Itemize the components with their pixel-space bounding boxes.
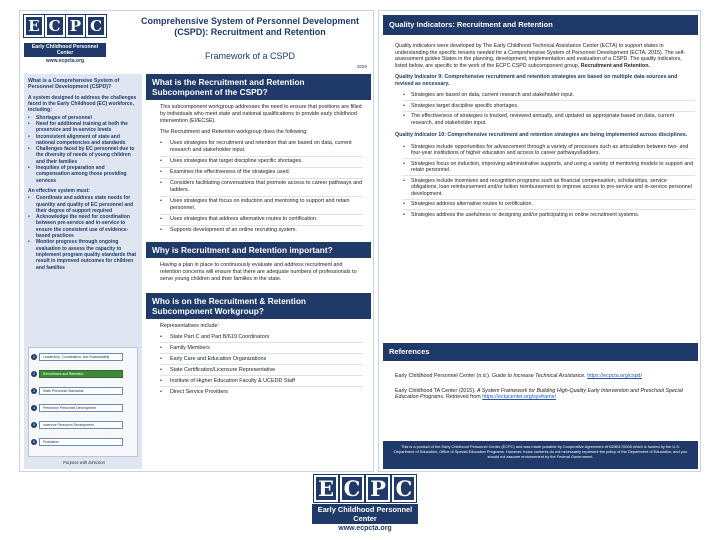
- section-heading: What is the Recruitment and Retention Subcomponent of the CSPD?: [146, 74, 371, 100]
- framework-row: Leadership, Coordination, and Sustainability: [39, 353, 123, 361]
- list-item: • Strategies target discipline specific shortages.: [403, 103, 695, 112]
- left-page: [19, 10, 374, 472]
- main-column: [146, 74, 371, 469]
- list-item: • The effectiveness of strategies is tracked, reviewed annually, and updated as appropriate based on data, current research, and stakeholder input.: [403, 113, 695, 126]
- indicator-10: [395, 132, 695, 139]
- list-item: • Institute of Higher Education Faculty & UCEDD Staff: [160, 378, 363, 388]
- list-item: • Acknowledge the need for coordination between pre-service and in-service to ensure the consistent use of evidence-based practices: [28, 214, 138, 239]
- intro-paragraph: [395, 43, 695, 69]
- reference-title: Guide to Increase Technical Assistance.: [491, 373, 586, 379]
- logo-letter: C: [86, 15, 106, 37]
- list-item: • Uses strategies for recruitment and retention that are based on data, current research and stakeholder input.: [160, 140, 363, 157]
- logo-letter: C: [392, 475, 416, 502]
- list-item: • Strategies focus on induction, improving administrative supports, and using a variety of mentoring models to support and retain personnel.: [403, 161, 695, 177]
- list-item: • State Certification/Licensure Representative: [160, 367, 363, 377]
- quality-indicators-heading: Quality Indicators: Recruitment and Retention: [383, 15, 698, 35]
- list-item: • Challenges faced by EC personnel due to the diversity of needs of young children and their families: [28, 146, 138, 165]
- document-subtitle: Framework of a CSPD: [204, 51, 296, 61]
- list-item: • Supports development of an online recruiting system.: [160, 227, 363, 234]
- document-title: Comprehensive System of Personnel Development (CSPD): Recruitment and Retention: [140, 16, 360, 37]
- logo-letter: C: [340, 475, 364, 502]
- intro-emphasis: Recruitment and Retention.: [580, 62, 650, 69]
- logo-web: www.ecpcta.org: [45, 58, 85, 64]
- indicator-label: Quality Indicator 9:: [395, 74, 443, 80]
- indicator-label: Quality Indicator 10:: [395, 132, 446, 138]
- indicator-9: [395, 74, 695, 87]
- reference-author: Early Childhood TA Center (2015).: [395, 387, 476, 394]
- section-heading: Who is on the Recruitment & Retention Subcomponent Workgroup?: [146, 293, 371, 319]
- indicator-text: Comprehensive recruitment and retention strategies are being implemented across disciplines.: [447, 132, 688, 138]
- logo-letter: E: [314, 475, 338, 502]
- framework-number: 1: [33, 355, 35, 359]
- paragraph: Representatives include:: [160, 322, 220, 329]
- reference-author: Early Childhood Personnel Center (n.d.).: [395, 373, 491, 379]
- list-item: • Uses strategies that focus on induction and mentoring to support and retain personnel.: [160, 198, 363, 215]
- references-list: [395, 373, 695, 409]
- intro-text: Quality indicators were developed by The Early Childhood Technical Assistance Center (ECTA) to support states in understanding the specific tenants needed for a Comprehensive System of Personnel Development (ECTA, 2015). The self-assessment guides States in the planning, development, implementation and evaluation of a CSPD. The quality indicators, listed below, are specific to the work of the ECPC CSPD subcomponent group,: [395, 43, 686, 69]
- section-body: [146, 319, 371, 400]
- paragraph: The Recruitment and Retention workgroup does the following:: [160, 129, 308, 135]
- logo-web: www.ecpcta.org: [338, 525, 392, 532]
- framework-row-active: Recruitment and Retention: [39, 370, 123, 378]
- list-item: • Strategies include opportunities for advancement through a variety of processes such as articulation between two- and four-year institutions of higher education and access to career pathways/ladders.: [403, 144, 695, 160]
- funding-disclaimer: This is a product of the Early Childhood Personnel Center (ECPC) and was made possible by Cooperative Agreement #H325B170008 which is funded by the U.S. Department of Education, Office of Special Education Programs. However, those contents do not necessarily represent the policy of the Department of Education, and you should not assume endorsement by the Federal Government.: [383, 441, 698, 469]
- framework-number: 2: [33, 372, 35, 376]
- paragraph: Having a plan in place to continuously evaluate and address recruitment and retention concerns will ensure that there are adequate numbers of professionals to serve young children and their families in the state.: [160, 261, 357, 282]
- section-body: [146, 100, 371, 238]
- framework-row: Inservice Personnel Development: [39, 421, 123, 429]
- sidebar-heading: What is a Comprehensive System of Personnel Development (CSPD)?: [28, 78, 120, 91]
- logo-org-name: Early Childhood Personnel Center: [24, 43, 106, 57]
- list-item: • Strategies address the usefulness or designing and/or participating in online recruitment systems.: [403, 212, 695, 219]
- list-item: • Family Members: [160, 345, 363, 355]
- list-item: • Uses strategies that target discipline specific shortages.: [160, 158, 363, 168]
- right-page: [378, 10, 701, 472]
- logo-org-name: Early Childhood Personnel Center: [312, 504, 418, 524]
- list-item: • Need for additional training at both the preservice and in-service levels: [28, 121, 138, 134]
- reference-2: [395, 388, 695, 401]
- framework-number: 3: [33, 389, 35, 393]
- reference-link[interactable]: https://ectacenter.org/sysframe/: [482, 394, 557, 401]
- framework-number: 5: [33, 423, 35, 427]
- ecpc-logo-large: [312, 475, 418, 537]
- paragraph: This subcomponent workgroup addresses the need to ensure that positions are filled by individuals who meet state and national qualifications to provide early childhood intervention (EI/ECSE).: [160, 104, 362, 124]
- sidebar-intro: A system designed to address the challenges faced in the Early Childhood (EC) workforce, including:: [28, 94, 137, 114]
- reference-text: Retrieved from: [445, 394, 481, 401]
- reference-title: A System Framework for Building High-Quality Early Intervention and Preschool Special Education Programs.: [395, 387, 683, 401]
- list-item: • Coordinate and address state needs for quantity and quality of EC personnel and their degree of support required: [28, 195, 138, 214]
- framework-number: 6: [33, 440, 35, 444]
- list-item: • Strategies include incentives and recognition programs such as financial compensation, scholarships, service obligations, loan reimbursement and/or tuition reimbursement to improve access to pre-service and in-service personnel development.: [403, 178, 695, 200]
- list-item: • Uses strategies that address alternative routes to certification.: [160, 216, 363, 226]
- list-item: • Examines the effectiveness of the strategies used.: [160, 169, 363, 179]
- logo-letter: E: [24, 15, 44, 37]
- list-item: • Inconsistent alignment of state and national competencies and standards: [28, 134, 138, 147]
- references-heading: References: [383, 343, 698, 361]
- list-item: • Early Care and Education Organizations: [160, 356, 363, 366]
- list-item: • Shortages of personnel: [28, 115, 138, 121]
- indicator-text: Comprehensive recruitment and retention strategies are based on multiple data sources and revised as necessary.: [395, 74, 678, 87]
- list-item: • State Part C and Part B/619 Coordinators: [160, 334, 363, 344]
- framework-row: State Personnel Standards: [39, 387, 123, 395]
- list-item: • Strategies are based on data, current research and stakeholder input.: [403, 92, 695, 101]
- sidebar-intro: An effective system must:: [28, 187, 90, 194]
- framework-row: Evaluation: [39, 438, 123, 446]
- logo-letter: P: [366, 475, 390, 502]
- framework-number: 4: [33, 406, 35, 410]
- list-item: • Monitor progress through ongoing evaluation to assess the capacity to implement program quality standards that result in improved outcomes for children and families: [28, 239, 138, 270]
- section-heading: Why is Recruitment and Retention important?: [146, 242, 371, 258]
- ecpc-logo-small: [24, 15, 106, 65]
- quality-indicators-body: [395, 43, 695, 224]
- document-year: 2020: [356, 64, 367, 69]
- list-item: • Considers facilitating conversations that promote access to career pathways and ladders.: [160, 180, 363, 197]
- reference-1: [395, 373, 695, 380]
- logo-letter: C: [45, 15, 65, 37]
- reference-link[interactable]: https://ecpcta.org/cspd/: [587, 373, 642, 379]
- logo-letter: P: [66, 15, 86, 37]
- cspd-framework-diagram: [28, 347, 138, 465]
- framework-caption: Purpose with Direction: [63, 460, 105, 465]
- section-body: [146, 258, 371, 289]
- list-item: • Inequities of preparation and compensation among those providing services: [28, 165, 138, 184]
- list-item: • Strategies address alternative routes to certification.: [403, 201, 695, 210]
- framework-row: Preservice Personnel Development: [39, 404, 123, 412]
- list-item: • Direct Service Providers: [160, 389, 363, 396]
